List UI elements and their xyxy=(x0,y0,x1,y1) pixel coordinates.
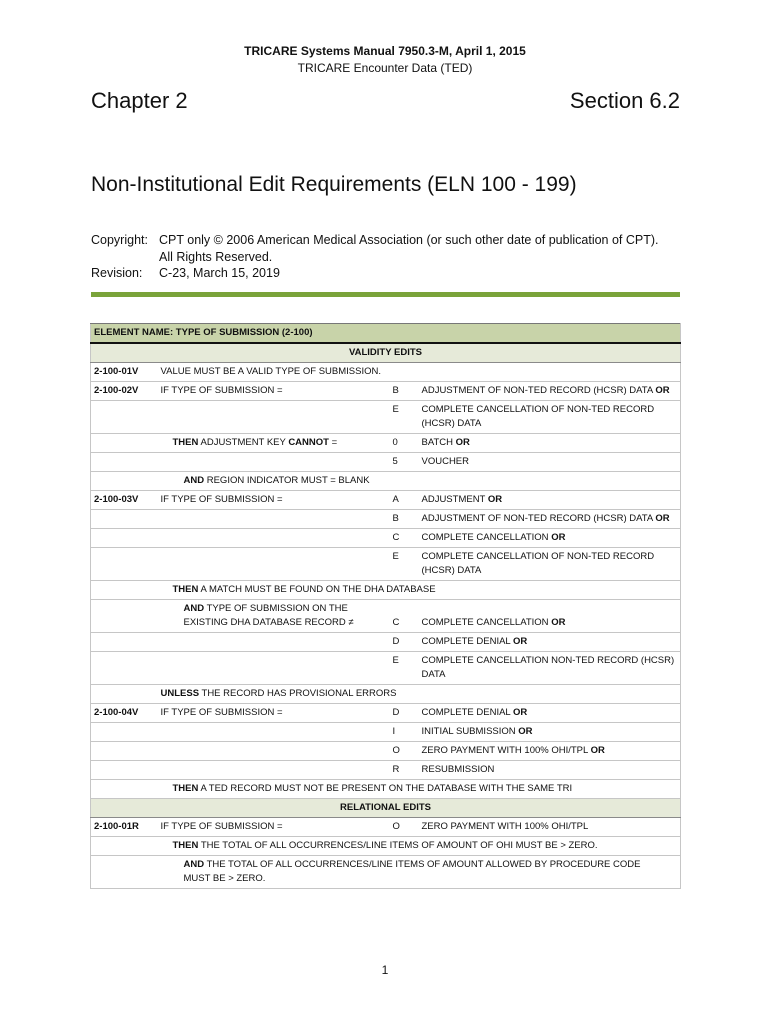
edit-text: VALUE MUST BE A VALID TYPE OF SUBMISSION. xyxy=(158,363,681,382)
edit-text: IF TYPE OF SUBMISSION = xyxy=(158,491,390,510)
table-header-row xyxy=(91,324,681,344)
value-code: I xyxy=(390,723,419,742)
edit-code: 2-100-01V xyxy=(91,363,158,382)
empty-cell xyxy=(91,723,158,742)
or-keyword: OR xyxy=(551,617,566,628)
table-row xyxy=(91,382,681,401)
edit-text xyxy=(158,581,681,600)
and-keyword: AND xyxy=(183,475,205,486)
table-row xyxy=(91,363,681,382)
value-code: O xyxy=(390,818,419,837)
value-desc xyxy=(419,529,681,548)
value-desc: COMPLETE CANCELLATION OF NON-TED RECORD (HCSR) DATA xyxy=(419,548,681,581)
edit-text xyxy=(158,856,681,889)
relational-edits-header: RELATIONAL EDITS xyxy=(91,799,681,818)
edit-text xyxy=(158,837,681,856)
manual-subtitle: TRICARE Encounter Data (TED) xyxy=(297,61,473,75)
element-name-header: ELEMENT NAME: TYPE OF SUBMISSION (2-100) xyxy=(91,324,681,344)
table-row xyxy=(91,581,681,600)
unless-text: THE RECORD HAS PROVISIONAL ERRORS xyxy=(201,688,397,699)
value-code: C xyxy=(390,529,419,548)
or-keyword: OR xyxy=(487,494,503,505)
empty-cell xyxy=(91,685,158,704)
indent xyxy=(161,436,338,450)
value-desc: RESUBMISSION xyxy=(419,761,681,780)
value-code: E xyxy=(390,652,419,685)
value-desc xyxy=(419,723,681,742)
region-text: REGION INDICATOR MUST = BLANK xyxy=(206,475,370,486)
value-code: C xyxy=(390,600,419,633)
copyright-label: Copyright: xyxy=(91,233,148,247)
empty-cell xyxy=(158,761,390,780)
value-desc xyxy=(419,510,681,529)
value-desc: COMPLETE CANCELLATION NON-TED RECORD (HCSR) DATA xyxy=(419,652,681,685)
edit-code: 2-100-01R xyxy=(91,818,158,837)
value-desc-text: ZERO PAYMENT WITH 100% OHI/TPL xyxy=(421,745,588,756)
equals-text: = xyxy=(331,437,338,448)
value-desc xyxy=(419,434,681,453)
or-keyword: OR xyxy=(513,636,528,647)
value-code: E xyxy=(390,401,419,434)
table-row xyxy=(91,434,681,453)
empty-cell xyxy=(91,633,158,652)
value-desc-text: ADJUSTMENT xyxy=(421,494,486,505)
value-code: 5 xyxy=(390,453,419,472)
indent xyxy=(161,782,573,796)
band-row xyxy=(91,799,681,818)
empty-cell xyxy=(91,780,158,799)
value-code: R xyxy=(390,761,419,780)
and-keyword: AND xyxy=(183,603,205,614)
empty-cell xyxy=(91,401,158,434)
empty-cell xyxy=(91,529,158,548)
or-keyword: OR xyxy=(590,745,605,756)
empty-cell xyxy=(91,652,158,685)
or-keyword: OR xyxy=(513,707,528,718)
empty-cell xyxy=(91,761,158,780)
value-code: D xyxy=(390,633,419,652)
value-desc-text: COMPLETE CANCELLATION xyxy=(421,532,549,543)
table-row xyxy=(91,856,681,889)
value-desc xyxy=(419,633,681,652)
empty-cell xyxy=(91,434,158,453)
copyright-text-2: All Rights Reserved. xyxy=(159,250,273,264)
or-keyword: OR xyxy=(518,726,533,737)
empty-cell xyxy=(158,652,390,685)
edit-requirements-table xyxy=(90,323,681,889)
table-row xyxy=(91,472,681,491)
ohi-text: THE TOTAL OF ALL OCCURRENCES/LINE ITEMS OF AMOUNT OF OHI MUST BE > ZERO. xyxy=(200,840,598,851)
value-desc-text: BATCH xyxy=(421,437,453,448)
empty-cell xyxy=(158,401,390,434)
table-row xyxy=(91,723,681,742)
value-desc xyxy=(419,704,681,723)
table-row xyxy=(91,401,681,434)
indent xyxy=(161,583,436,597)
value-desc xyxy=(419,491,681,510)
edit-text xyxy=(158,780,681,799)
empty-cell xyxy=(91,837,158,856)
revision-label: Revision: xyxy=(91,266,143,280)
empty-cell xyxy=(91,510,158,529)
page-title: Non-Institutional Edit Requirements (ELN 100 - 199) xyxy=(91,173,577,196)
edit-text xyxy=(158,472,681,491)
edit-text xyxy=(158,685,681,704)
edit-text xyxy=(158,434,390,453)
edit-text: IF TYPE OF SUBMISSION = xyxy=(158,704,390,723)
table-row xyxy=(91,742,681,761)
edit-text: IF TYPE OF SUBMISSION = xyxy=(158,382,390,401)
table-row xyxy=(91,633,681,652)
value-desc-text: COMPLETE DENIAL xyxy=(421,636,511,647)
indent xyxy=(161,602,354,630)
value-desc xyxy=(419,742,681,761)
empty-cell xyxy=(158,510,390,529)
page-number: 1 xyxy=(381,963,389,977)
copyright-text: CPT only © 2006 American Medical Association (or such other date of publication of CPT). xyxy=(159,233,659,247)
value-desc-text: ADJUSTMENT OF NON-TED RECORD (HCSR) DATA xyxy=(421,513,653,524)
empty-cell xyxy=(91,581,158,600)
empty-cell xyxy=(158,742,390,761)
allowed-text: THE TOTAL OF ALL OCCURRENCES/LINE ITEMS OF AMOUNT ALLOWED BY PROCEDURE CODE MUST BE > ZERO. xyxy=(183,859,641,884)
or-keyword: OR xyxy=(455,437,470,448)
edit-code: 2-100-03V xyxy=(91,491,158,510)
tos-existing-text: TYPE OF SUBMISSION ON THE xyxy=(206,603,348,614)
empty-cell xyxy=(158,633,390,652)
value-desc-text: ADJUSTMENT OF NON-TED RECORD (HCSR) DATA xyxy=(421,385,653,396)
then-keyword: THEN xyxy=(172,584,199,595)
revision-value: C-23, March 15, 2019 xyxy=(159,266,280,280)
then-keyword: THEN xyxy=(172,783,199,794)
edit-code: 2-100-04V xyxy=(91,704,158,723)
table-row xyxy=(91,453,681,472)
empty-cell xyxy=(91,742,158,761)
indent xyxy=(161,839,598,853)
empty-cell xyxy=(158,548,390,581)
indent-block xyxy=(161,858,678,886)
table-row xyxy=(91,685,681,704)
value-desc-text: COMPLETE CANCELLATION xyxy=(421,617,549,628)
empty-cell xyxy=(91,856,158,889)
indent xyxy=(161,474,370,488)
and-keyword: AND xyxy=(183,859,205,870)
empty-cell xyxy=(158,529,390,548)
value-code: B xyxy=(390,510,419,529)
table-row xyxy=(91,818,681,837)
edit-code: 2-100-02V xyxy=(91,382,158,401)
unless-keyword: UNLESS xyxy=(160,688,200,699)
manual-title: TRICARE Systems Manual 7950.3-M, April 1, 2015 xyxy=(244,44,526,58)
table-row xyxy=(91,548,681,581)
table-row xyxy=(91,780,681,799)
edit-text: IF TYPE OF SUBMISSION = xyxy=(158,818,390,837)
cannot-keyword: CANNOT xyxy=(288,437,329,448)
section-label: Section 6.2 xyxy=(569,88,680,113)
or-keyword: OR xyxy=(655,513,670,524)
empty-cell xyxy=(91,453,158,472)
value-desc xyxy=(419,600,681,633)
or-keyword: OR xyxy=(551,532,566,543)
chapter-label: Chapter 2 xyxy=(91,88,188,113)
table-row xyxy=(91,491,681,510)
value-code: 0 xyxy=(390,434,419,453)
value-desc-text: COMPLETE DENIAL xyxy=(421,707,511,718)
empty-cell xyxy=(158,453,390,472)
then-keyword: THEN xyxy=(172,840,199,851)
table-row xyxy=(91,600,681,633)
adjustment-key-text: ADJUSTMENT KEY xyxy=(200,437,286,448)
value-code: A xyxy=(390,491,419,510)
empty-cell xyxy=(91,472,158,491)
table-row xyxy=(91,652,681,685)
ted-text: A TED RECORD MUST NOT BE PRESENT ON THE DATABASE WITH THE SAME TRI xyxy=(200,783,573,794)
value-desc: VOUCHER xyxy=(419,453,681,472)
section-divider xyxy=(91,292,680,297)
empty-cell xyxy=(158,723,390,742)
empty-cell xyxy=(91,548,158,581)
value-desc: ZERO PAYMENT WITH 100% OHI/TPL xyxy=(419,818,681,837)
empty-cell xyxy=(91,600,158,633)
table-row xyxy=(91,704,681,723)
value-desc xyxy=(419,382,681,401)
table-row xyxy=(91,529,681,548)
value-code: D xyxy=(390,704,419,723)
table-row xyxy=(91,837,681,856)
value-code: E xyxy=(390,548,419,581)
value-desc-text: INITIAL SUBMISSION xyxy=(421,726,516,737)
or-keyword: OR xyxy=(655,385,670,396)
tos-existing-text-2: EXISTING DHA DATABASE RECORD ≠ xyxy=(183,617,354,628)
validity-edits-header: VALIDITY EDITS xyxy=(91,343,681,363)
table-row xyxy=(91,761,681,780)
edit-text xyxy=(158,600,390,633)
value-code: B xyxy=(390,382,419,401)
then-keyword: THEN xyxy=(172,437,199,448)
value-code: O xyxy=(390,742,419,761)
table-row xyxy=(91,510,681,529)
value-desc: COMPLETE CANCELLATION OF NON-TED RECORD (HCSR) DATA xyxy=(419,401,681,434)
band-row xyxy=(91,343,681,363)
match-text: A MATCH MUST BE FOUND ON THE DHA DATABASE xyxy=(200,584,436,595)
